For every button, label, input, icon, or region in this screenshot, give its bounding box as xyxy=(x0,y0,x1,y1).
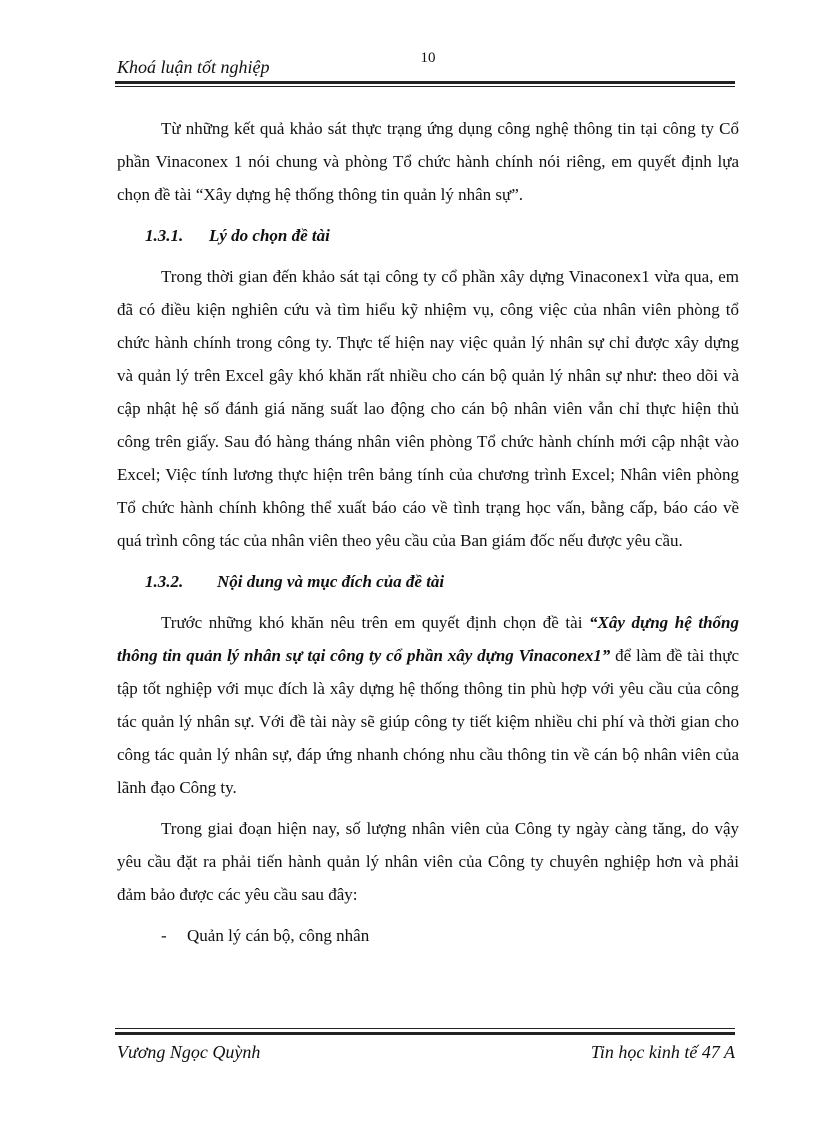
thesis-title-emphasis: “Xây dựng hệ thống thông tin quản lý nhân sự tại công ty cổ phần xây dựng Vinaconex1” xyxy=(117,613,740,665)
requirements-paragraph: Trong giai đoạn hiện nay, số lượng nhân viên của Công ty ngày càng tăng, do vậy yêu cầu đặt ra phải tiến hành quản lý nhân viên của Công ty chuyên nghiệp hơn và phải đảm bảo được các yêu cầu sau đây: xyxy=(117,819,739,904)
header-rule-thick xyxy=(115,81,735,84)
section-number: 1.3.1. xyxy=(145,226,184,245)
footer-class: Tin học kinh tế 47 A xyxy=(590,1042,735,1062)
purpose-tail: để làm đề tài thực tập tốt nghiệp với mục đích là xây dựng hệ thống thông tin phù hợp với yêu cầu của công tác quản lý nhân sự. Với đề tài này sẽ giúp công ty tiết kiệm nhiều chi phí và thời gian cho công tác quản lý nhân sự, đáp ứng nhanh chóng nhu cầu thông tin về cán bộ nhân viên của lãnh đạo Công ty. xyxy=(117,646,739,797)
section-number: 1.3.2. xyxy=(145,572,184,591)
list-item xyxy=(161,919,739,952)
reason-paragraph: Trong thời gian đến khảo sát tại công ty cổ phần xây dựng Vinaconex1 vừa qua, em đã có điều kiện nghiên cứu và tìm hiểu kỹ nhiệm vụ, công việc của nhân viên phòng tổ chức hành chính trong công ty. Thực tế hiện nay việc quản lý nhân sự chỉ được xây dựng và quản lý trên Excel gây khó khăn rất nhiều cho cán bộ quản lý nhân sự như: theo dõi và cập nhật hệ số đánh giá năng suất lao động cho cán bộ nhân viên vẫn chỉ thực hiện thủ công trên giấy. Sau đó hàng tháng nhân viên phòng Tổ chức hành chính mới cập nhật vào Excel; Việc tính lương thực hiện trên bảng tính của chương trình Excel; Nhân viên phòng Tổ chức hành chính không thể xuất báo cáo về tình trạng học vấn, bằng cấp, báo cáo về quá trình công tác của nhân viên theo yêu cầu của Ban giám đốc nếu được yêu cầu. xyxy=(117,267,739,550)
list-item-text: Quản lý cán bộ, công nhân xyxy=(187,926,370,945)
section-heading-reason xyxy=(145,219,739,252)
purpose-paragraph xyxy=(117,606,739,804)
section-heading-content xyxy=(145,565,739,598)
section-title: Nội dung và mục đích của đề tài xyxy=(217,572,445,591)
intro-paragraph: Từ những kết quả khảo sát thực trạng ứng dụng công nghệ thông tin tại công ty Cổ phần Vinaconex 1 nói chung và phòng Tổ chức hành chính nói riêng, em quyết định lựa chọn đề tài “Xây dựng hệ thống thông tin quản lý nhân sự”. xyxy=(117,119,739,204)
section-title: Lý do chọn đề tài xyxy=(209,226,330,245)
purpose-lead: Trước những khó khăn nêu trên em quyết định chọn đề tài xyxy=(161,613,590,632)
footer-rule-thin xyxy=(115,1028,735,1029)
header-rule-thin xyxy=(115,86,735,87)
bullet-dash: - xyxy=(161,926,167,945)
header-title: Khoá luận tốt nghiệp xyxy=(117,57,270,77)
footer-author: Vương Ngọc Quỳnh xyxy=(117,1042,261,1062)
page-number: 10 xyxy=(420,50,436,66)
document-body xyxy=(117,112,739,952)
footer-rule-thick xyxy=(115,1032,735,1035)
